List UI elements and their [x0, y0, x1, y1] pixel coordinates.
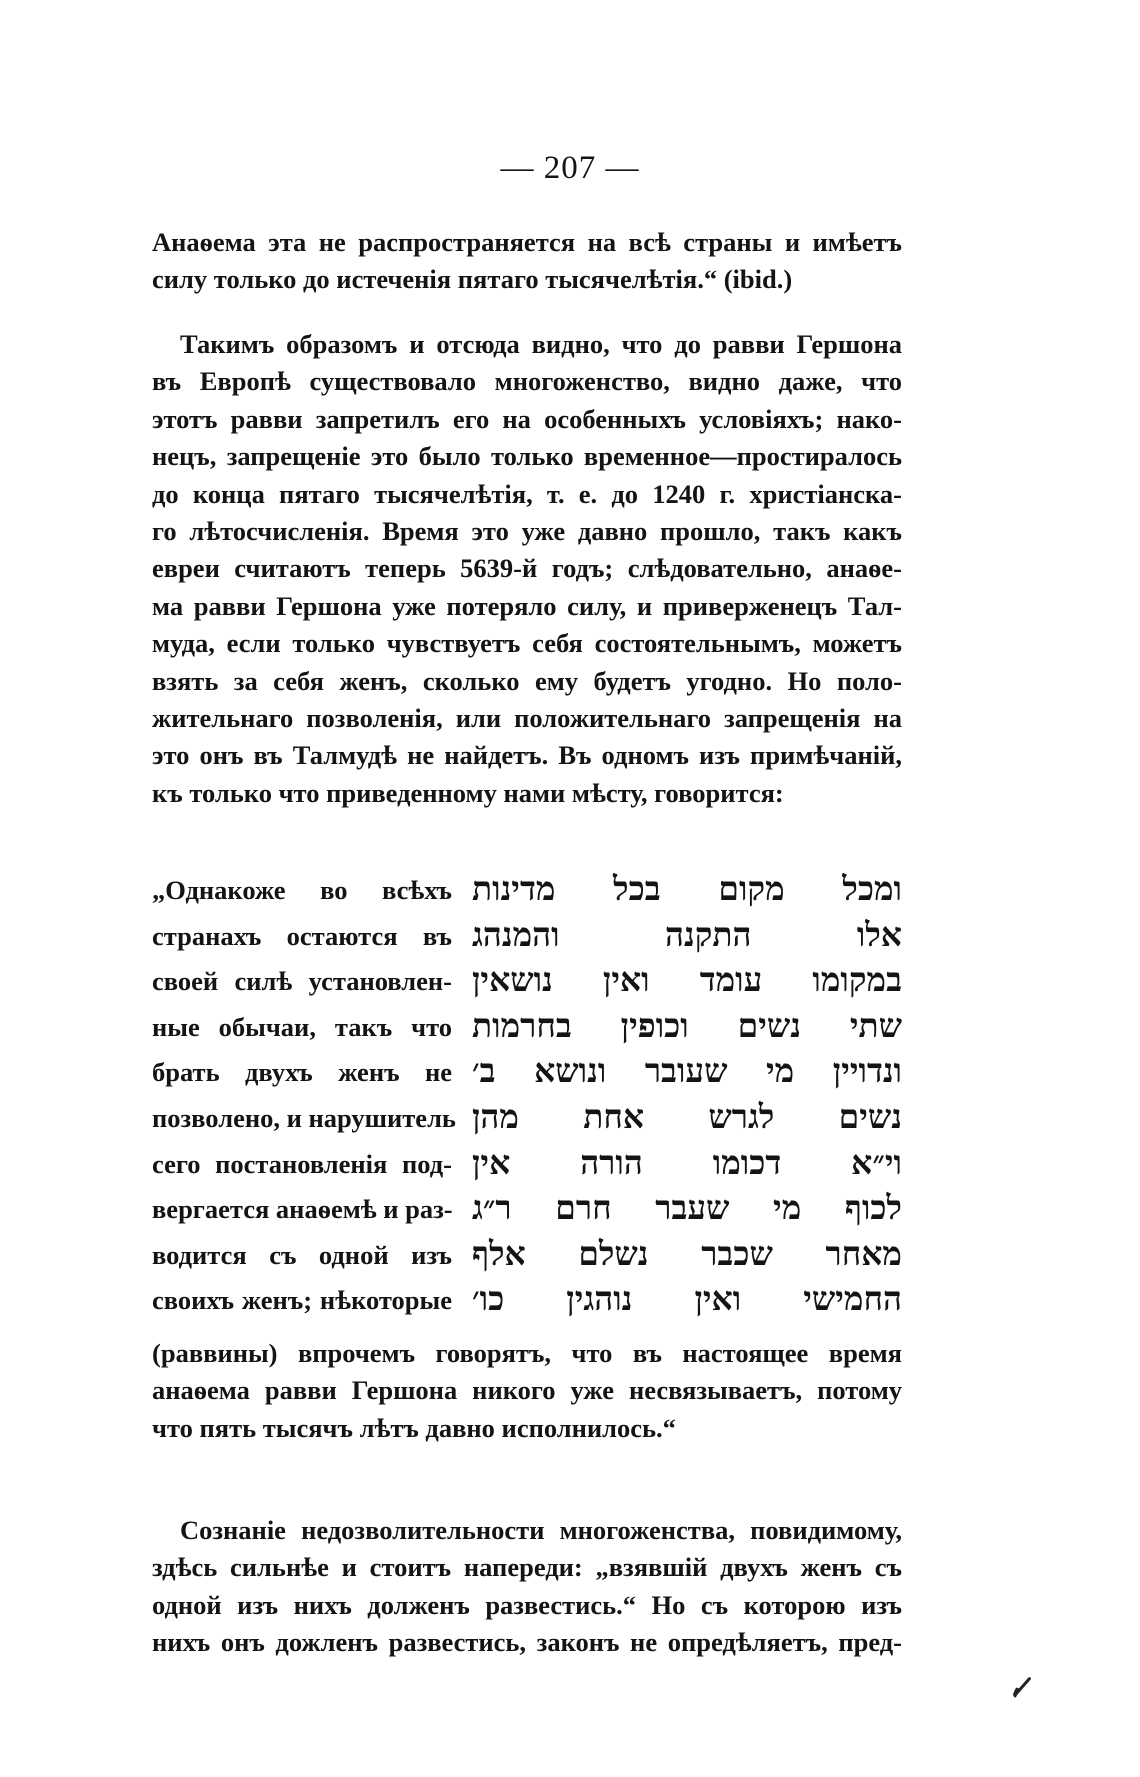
text-line: муда, если только чувствуетъ себя состоятельнымъ, можетъ: [152, 628, 902, 659]
bilingual-quote: [152, 868, 902, 1328]
quote-russian-line: своей силѣ установлен-: [152, 966, 452, 997]
text-line: взять за себя женъ, сколько ему будетъ угодно. Но поло-: [152, 665, 902, 696]
text-line: евреи считаютъ теперь 5639-й годъ; слѣдовательно, анаѳе-: [152, 553, 902, 584]
quote-hebrew-line: לכוף מי שעבר חרם ר״ג: [472, 1188, 902, 1228]
quote-hebrew-line: נשים לגרש אחת מהן: [472, 1096, 902, 1136]
quote-russian-line: позволено, и нарушитель: [152, 1102, 456, 1133]
quote-hebrew-line: ונדויין מי שעובר ונושא ב׳: [472, 1051, 902, 1091]
text-line: что пять тысячъ лѣтъ давно исполнилось.“: [152, 1412, 676, 1443]
text-line: это онъ въ Талмудѣ не найдетъ. Въ одномъ изъ примѣчаній,: [152, 740, 902, 771]
text-line: нецъ, запрещеніе это было только временное—простиралось: [152, 441, 902, 472]
quote-hebrew-line: שתי נשים וכופין בחרמות: [472, 1005, 902, 1045]
pencil-mark-icon: [1009, 1675, 1036, 1697]
quote-russian-line: вергается анаѳемѣ и раз-: [152, 1194, 453, 1225]
quote-hebrew-line: מאחר שכבר נשלם אלף: [472, 1233, 902, 1273]
quote-russian-column: [152, 868, 456, 1324]
text-line: ма равви Гершона уже потеряло силу, и приверженецъ Тал-: [152, 590, 902, 621]
text-line: нихъ онъ дожленъ развестись, законъ не опредѣляетъ, пред-: [152, 1627, 902, 1658]
quote-hebrew-column: [472, 866, 902, 1322]
text-line: (раввины) впрочемъ говорятъ, что въ настоящее время: [152, 1338, 902, 1368]
quote-hebrew-line: וי״א דכומו הורה אין: [472, 1142, 902, 1182]
text-line: въ Европѣ существовало многоженство, видно даже, что: [152, 366, 902, 397]
text-line: здѣсь сильнѣе и стоитъ напереди: „взявшій двухъ женъ съ: [152, 1552, 902, 1583]
paragraph-polygamy-europe: [152, 326, 902, 812]
text-line: силу только до истеченія пятаго тысячелѣтія.“ (ibid.): [152, 264, 793, 295]
text-line: Сознаніе недозволительности многоженства, повидимому,: [180, 1515, 902, 1545]
quote-russian-line: водится съ одной изъ: [152, 1239, 452, 1270]
quote-russian-line: странахъ остаются въ: [152, 920, 452, 951]
text-line: этотъ равви запретилъ его на особенныхъ условіяхъ; нако-: [152, 403, 902, 434]
text-line: го лѣтосчисленія. Время это уже давно прошло, такъ какъ: [152, 516, 902, 547]
quote-hebrew-line: אלו התקנה והמנהג: [472, 914, 902, 954]
quote-hebrew-line: במקומו עומד ואין נושאין: [472, 960, 902, 1000]
quote-russian-line: ные обычаи, такъ что: [152, 1011, 452, 1042]
text-line: анаѳема равви Гершона никого уже несвязываетъ, потому: [152, 1375, 902, 1406]
quote-russian-line: своихъ женъ; нѣкоторые: [152, 1285, 452, 1316]
text-line: одной изъ нихъ долженъ развестись.“ Но съ которою изъ: [152, 1589, 902, 1620]
text-line: до конца пятаго тысячелѣтія, т. е. до 1240 г. христіанска-: [152, 478, 902, 509]
quote-hebrew-line: החמישי ואין נוהגין כו׳: [472, 1279, 902, 1319]
page-number: — 207 —: [500, 150, 640, 186]
text-line: жительнаго позволенія, или положительнаго запрещенія на: [152, 703, 902, 734]
quote-russian-line: „Однакоже во всѣхъ: [152, 875, 452, 905]
text-line: къ только что приведенному нами мѣсту, говорится:: [152, 777, 784, 808]
quote-hebrew-line: ומכל מקום בכל מדינות: [472, 869, 902, 908]
paragraph-quote-continuation: [152, 1335, 902, 1447]
quote-russian-line: сего постановленія под-: [152, 1148, 452, 1179]
quote-russian-line: брать двухъ женъ не: [152, 1057, 452, 1088]
paragraph-anathema-limit: [152, 224, 902, 299]
text-line: Такимъ образомъ и отсюда видно, что до равви Гершона: [180, 329, 902, 359]
text-line: Анаѳема эта не распространяется на всѣ страны и имѣетъ: [152, 227, 902, 257]
paragraph-awareness: [152, 1512, 902, 1662]
